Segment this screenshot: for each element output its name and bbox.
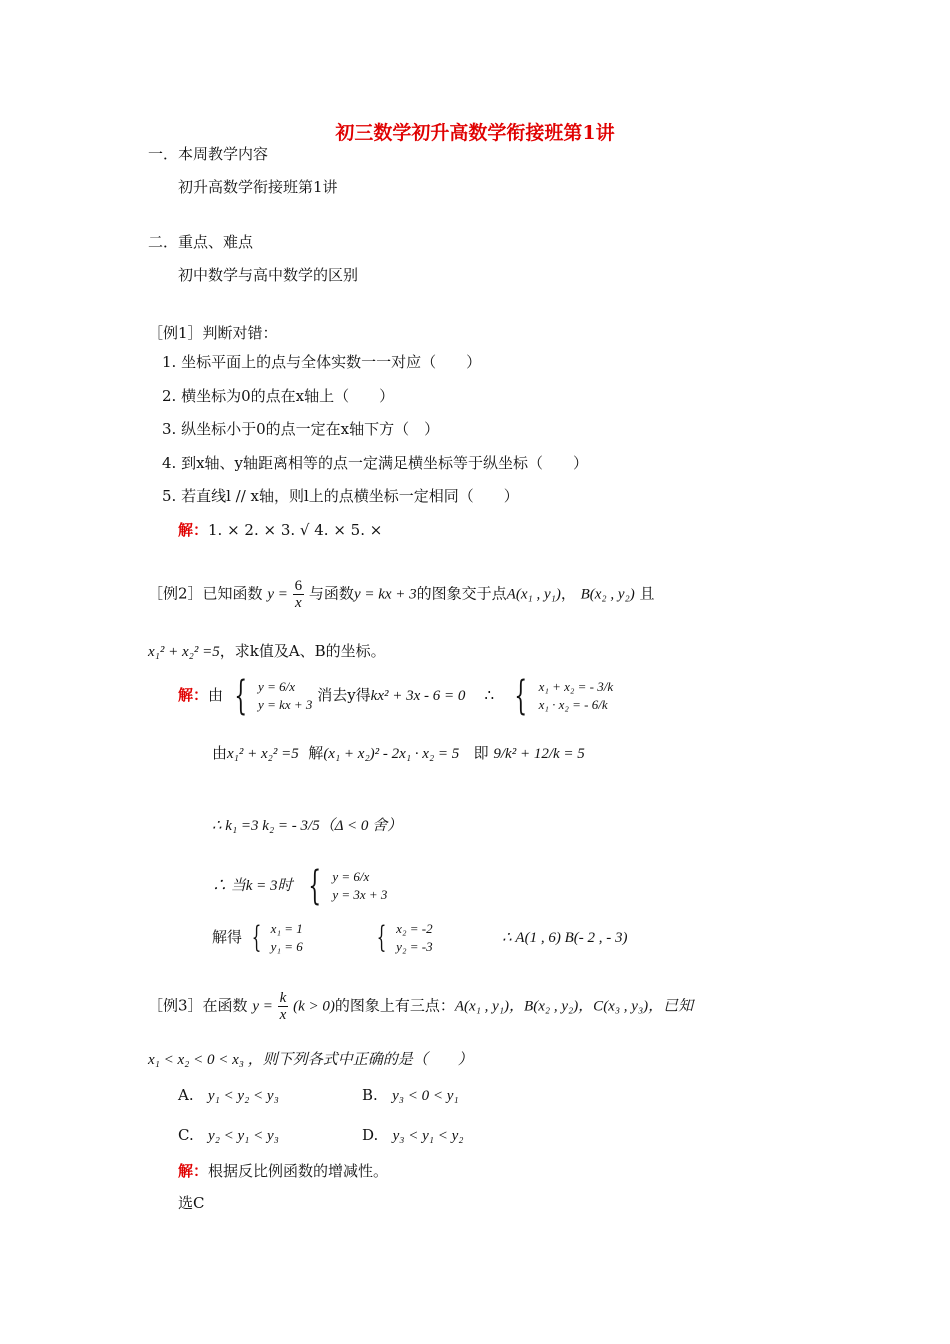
solution-1: x₁ = 1 y₁ = 6 <box>270 921 303 954</box>
text: 由 <box>212 744 228 762</box>
section1-content: 初升高数学衔接班第1讲 <box>178 178 338 196</box>
text: ，求k值及A、B的坐标。 <box>219 642 386 660</box>
text: 与函数 <box>308 584 354 603</box>
option-d: D. y₃ < y₁ < y₂ <box>362 1126 464 1144</box>
brace-icon: { <box>514 673 528 719</box>
text: 的图象交于点 <box>416 584 507 603</box>
answer-label: 解： <box>178 521 209 539</box>
option-b: B. y₃ < 0 < y₁ <box>362 1086 459 1104</box>
condition-text: x₁ < x₂ < 0 < x₃ ，则下列各式中正确的是（ ） <box>148 1052 473 1068</box>
brace-icon: { <box>308 863 322 909</box>
example1-item: 1. 坐标平面上的点与全体实数一一对应（ ） <box>162 353 482 371</box>
result-points: ∴ A(1 , 6) B(- 2 , - 3) <box>502 930 628 946</box>
answer-text: 1. × 2. × 3. √ 4. × 5. × <box>208 521 383 539</box>
text: 解得 <box>212 928 243 946</box>
equation: x₁² + x₂² =5 <box>148 644 220 660</box>
condition: ∴ 当k = 3时 <box>212 878 293 894</box>
solution-text: 根据反比例函数的增减性。 <box>208 1162 389 1180</box>
point-a: A(x₁ , y₁) <box>506 586 561 603</box>
example1-item: 2. 横坐标为0的点在x轴上（ ） <box>162 387 395 405</box>
therefore-symbol: ∴ <box>484 686 495 704</box>
option-a: A. y₁ < y₂ < y₃ <box>178 1086 279 1104</box>
func1-fraction: $\frac{6}{x}$ <box>294 578 303 611</box>
example1-heading: ［例1］判断对错： <box>148 324 278 342</box>
k-values: ∴ k₁ =3 k₂ = - 3/5（Δ < 0 舍） <box>212 818 403 834</box>
solution-2: x₂ = -2 y₂ = -3 <box>396 921 433 954</box>
solution-label: 解： <box>178 686 209 704</box>
example2-solution-line1 <box>178 673 614 719</box>
solution-label: 解： <box>178 1162 209 1180</box>
example1-item: 4. 到x轴、y轴距离相等的点一定满足横坐标等于纵坐标（ ） <box>162 454 589 472</box>
text: 消去y得 <box>317 686 371 704</box>
system-of-equations: y = 6/x y = kx + 3 <box>258 679 313 712</box>
system-k3: y = 6/x y = 3x + 3 <box>332 869 388 902</box>
section2-content: 初中数学与高中数学的区别 <box>178 266 359 284</box>
vieta-system: x₁ + x₂ = - 3/k x₁ · x₂ = - 6/k <box>538 679 614 712</box>
example1-answer <box>178 519 382 540</box>
example1-item: 3. 纵坐标小于0的点一定在x轴下方（ ） <box>162 420 440 438</box>
section2-heading: 二．重点、难点 <box>148 233 254 251</box>
page-title: 初三数学初升高数学衔接班第1讲 <box>335 122 615 144</box>
equation: x₁² + x₂² =5 <box>227 746 299 762</box>
example2-label: ［例2］已知函数 <box>148 584 263 603</box>
equation: (x₁ + x₂)² - 2x₁ · x₂ = 5 <box>323 746 460 762</box>
brace-icon: { <box>377 920 387 955</box>
text: 由 <box>208 686 224 704</box>
equation: 9/k² + 12/k = 5 <box>493 746 585 762</box>
func-lhs: y = <box>252 998 273 1015</box>
brace-icon: { <box>251 920 262 955</box>
example2-line2 <box>148 640 386 661</box>
example1-item: 5. 若直线l // x轴，则l上的点横坐标一定相同（ ） <box>162 487 519 505</box>
point-b: B(x₂ , y₂) <box>580 586 635 603</box>
text: 的图象上有三点： <box>334 996 455 1015</box>
text: 且 <box>639 584 655 603</box>
text: 即 <box>473 744 489 762</box>
points: A(x₁ , y₁)，B(x₂ , y₂)，C(x₃ , y₃)，已知 <box>454 998 694 1015</box>
example2-solution-line2 <box>212 742 585 763</box>
example3-choice: 选C <box>178 1194 205 1212</box>
example3-solution <box>178 1160 388 1181</box>
brace-icon: { <box>234 673 247 719</box>
text: 解 <box>308 744 324 762</box>
example2-line1: ［例2］已知函数 y = $\frac{6}{x}$ 与函数y = kx + 3的图象交于点A(x₁ , y₁)， B(x₂ , y₂) 且 <box>148 578 655 611</box>
example2-solution-line5 <box>212 920 627 956</box>
example3-label: ［例3］在函数 <box>148 996 248 1015</box>
func1-lhs: y = <box>267 586 288 603</box>
condition: (k > 0) <box>293 998 335 1015</box>
option-c: C. y₂ < y₁ < y₃ <box>178 1126 279 1144</box>
example3-line2 <box>148 1048 473 1069</box>
section1-heading: 一．本周教学内容 <box>148 145 269 163</box>
func-fraction: $\frac{k}{x}$ <box>279 990 287 1023</box>
func2: y = kx + 3 <box>353 586 417 603</box>
quadratic: kx² + 3x - 6 = 0 <box>370 688 466 704</box>
example2-solution-line4 <box>212 863 388 909</box>
example2-solution-line3 <box>212 814 402 835</box>
example3-line1 <box>148 990 693 1023</box>
